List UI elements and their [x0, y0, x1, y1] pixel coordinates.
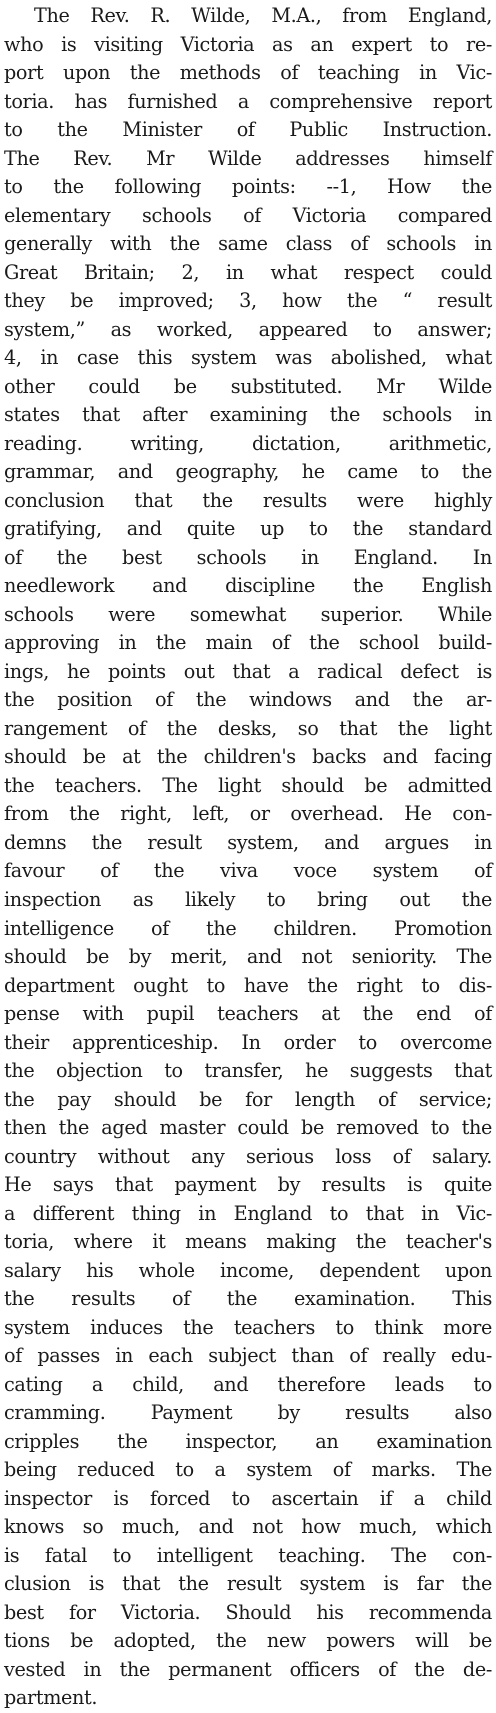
article-line: then the aged master could be removed to the [4, 1116, 492, 1140]
article-line: the results of the examination. This [4, 1287, 492, 1311]
article-line: the position of the windows and the ar- [4, 688, 492, 712]
article-line: of the best schools in England. In [4, 545, 492, 569]
article-line: should be by merit, and not seniority. The [4, 945, 492, 969]
article-line: who is visiting Victoria as an expert to re- [4, 32, 492, 56]
article-line: 4, in case this system was abolished, what [4, 346, 492, 370]
article-line: department ought to have the right to dis- [4, 973, 492, 997]
article-line: should be at the children's backs and facing [4, 745, 492, 769]
article-line: toria. has furnished a comprehensive report [4, 89, 492, 113]
article-line: a different thing in England to that in Vic- [4, 1201, 492, 1225]
article-line: their apprenticeship. In order to overcome [4, 1030, 492, 1054]
article-line: schools were somewhat superior. While [4, 602, 492, 626]
article-line: grammar, and geography, he came to the [4, 460, 492, 484]
article-line: cating a child, and therefore leads to [4, 1372, 492, 1396]
article-line: salary his whole income, dependent upon [4, 1258, 492, 1282]
article-line: from the right, left, or overhead. He con- [4, 802, 492, 826]
article-line: clusion is that the result system is far the [4, 1572, 492, 1596]
article-line: generally with the same class of schools in [4, 232, 492, 256]
article-line: system,” as worked, appeared to answer; [4, 317, 492, 341]
article-line: country without any serious loss of salary. [4, 1144, 492, 1168]
article-line: vested in the permanent officers of the de- [4, 1657, 492, 1681]
article-line: being reduced to a system of marks. The [4, 1458, 492, 1482]
article-line: they be improved; 3, how the “ result [4, 289, 492, 313]
article-line: elementary schools of Victoria compared [4, 203, 492, 227]
article-line: The Rev. Mr Wilde addresses himself [4, 146, 492, 170]
article-line: approving in the main of the school build- [4, 631, 492, 655]
article-line: best for Victoria. Should his recommenda [4, 1600, 492, 1624]
article-line: of passes in each subject than of really edu- [4, 1344, 492, 1368]
article-line: conclusion that the results were highly [4, 488, 492, 512]
article-line: to the following points: --1, How the [4, 175, 492, 199]
article-line: partment. [4, 1686, 98, 1710]
article-line: the teachers. The light should be admitted [4, 773, 492, 797]
article-line: needlework and discipline the English [4, 574, 492, 598]
article-line: The Rev. R. Wilde, M.A., from England, [34, 4, 492, 27]
article-line: knows so much, and not how much, which [4, 1515, 492, 1539]
article-line: inspector is forced to ascertain if a child [4, 1486, 492, 1510]
article-line: demns the result system, and argues in [4, 830, 492, 854]
article-line: pense with pupil teachers at the end of [4, 1002, 492, 1026]
article-line: to the Minister of Public Instruction. [4, 118, 492, 142]
article-line: cripples the inspector, an examination [4, 1429, 492, 1453]
article-line: the objection to transfer, he suggests that [4, 1059, 492, 1083]
article-line: intelligence of the children. Promotion [4, 916, 492, 940]
article-line: states that after examining the schools in [4, 403, 492, 427]
article-line: the pay should be for length of service; [4, 1087, 492, 1111]
article-line: inspection as likely to bring out the [4, 887, 492, 911]
article-line: favour of the viva voce system of [4, 859, 492, 883]
article-line: rangement of the desks, so that the light [4, 716, 492, 740]
article-line: other could be substituted. Mr Wilde [4, 374, 492, 398]
article-line: port upon the methods of teaching in Vic- [4, 61, 492, 85]
article-line: reading. writing, dictation, arithmetic, [4, 431, 492, 455]
article-line: ings, he points out that a radical defect is [4, 659, 492, 683]
article-line: gratifying, and quite up to the standard [4, 517, 492, 541]
article-line: He says that payment by results is quite [4, 1173, 492, 1197]
article-line: toria, where it means making the teacher's [4, 1230, 492, 1254]
article-line: Great Britain; 2, in what respect could [4, 260, 492, 284]
article-line: system induces the teachers to think more [4, 1315, 492, 1339]
article-line: is fatal to intelligent teaching. The con- [4, 1543, 492, 1567]
article-line: cramming. Payment by results also [4, 1401, 492, 1425]
article-line: tions be adopted, the new powers will be [4, 1629, 492, 1653]
